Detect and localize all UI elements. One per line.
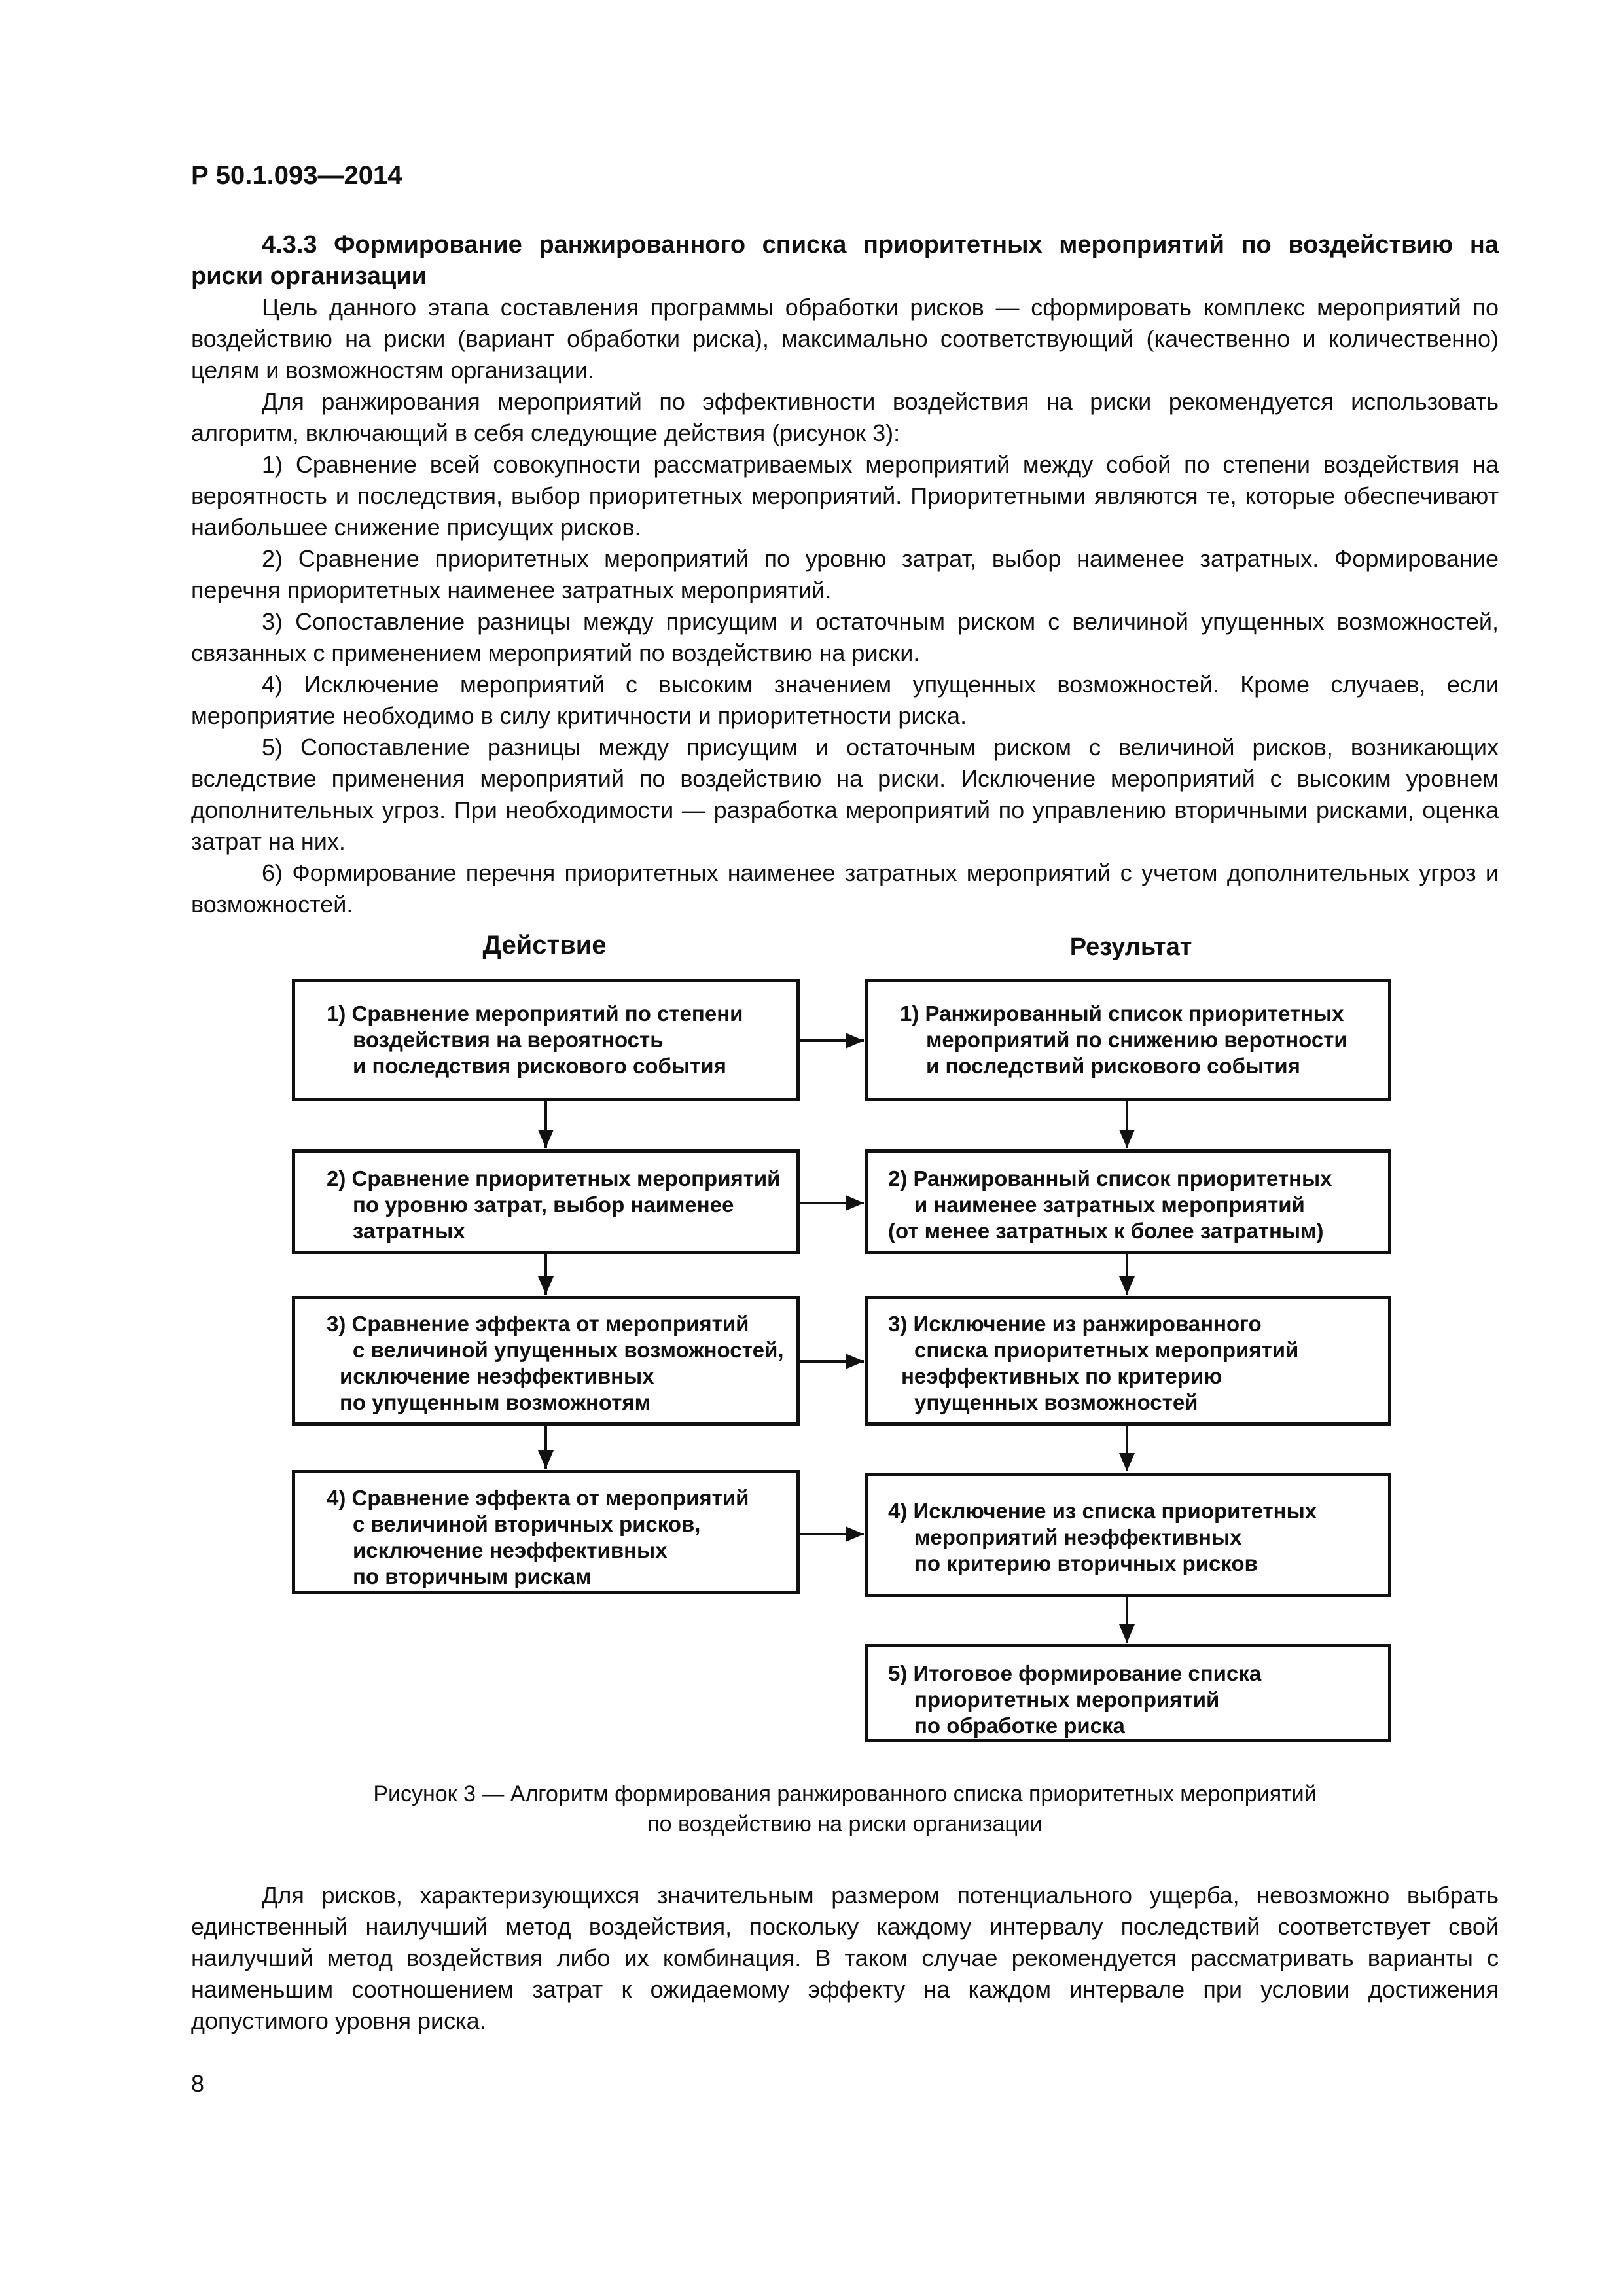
box-text: 2) Сравнение приоритетных мероприятий [327, 1166, 781, 1191]
result-box-5 [865, 1644, 1391, 1742]
box-text: по критерию вторичных рисков [914, 1551, 1258, 1575]
box-text: списка приоритетных мероприятий [914, 1338, 1299, 1362]
section-heading: 4.3.3 Формирование ранжированного списка приоритетных мероприятий по воздействию на риски организации [191, 231, 1499, 290]
box-text: 3) Исключение из ранжированного [888, 1312, 1262, 1336]
paragraph: Для ранжирования мероприятий по эффективности воздействия на риски рекомендуется использовать алгоритм, включающий в себя следующие действия (рисунок 3): [191, 388, 1499, 446]
arrow-head-icon [1119, 1130, 1135, 1148]
closing-section [191, 1880, 1499, 2037]
figure-caption [191, 1779, 1499, 1839]
arrow-head-icon [1119, 1624, 1135, 1643]
box-text: 5) Итоговое формирование списка [888, 1661, 1262, 1685]
list-item: 5) Сопоставление разницы между присущим и остаточным риском с величиной рисков, возникающих вследствие применения мероприятий по воздействию на риски. Исключение мероприятий с высоким уровнем дополнительных угроз. При необходимости — разработка мероприятий по управлению вторичными рисками, оценка затрат на них. [191, 734, 1499, 855]
result-box-4 [865, 1473, 1391, 1597]
arrow-head-icon [1119, 1276, 1135, 1295]
arrow-head-icon [538, 1130, 554, 1148]
page-number: 8 [191, 2070, 205, 2097]
box-text: 3) Сравнение эффекта от мероприятий [327, 1312, 749, 1336]
arrow-head-icon [846, 1526, 864, 1542]
box-text: затратных [353, 1219, 465, 1243]
box-text: 1) Ранжированный список приоритетных [900, 1001, 1344, 1026]
box-text: (от менее затратных к более затратным) [888, 1219, 1324, 1243]
arrow-head-icon [1119, 1453, 1135, 1471]
box-text: и наименее затратных мероприятий [914, 1193, 1305, 1217]
action-box-4 [292, 1470, 800, 1594]
result-box-2 [865, 1149, 1391, 1254]
arrow-head-icon [846, 1195, 864, 1211]
arrow-head-icon [846, 1354, 864, 1369]
list-item: 6) Формирование перечня приоритетных наименее затратных мероприятий с учетом дополнительных угроз и возможностей. [191, 859, 1499, 918]
column-header-action: Действие [482, 931, 607, 960]
result-box-1 [865, 979, 1391, 1101]
box-text: 4) Сравнение эффекта от мероприятий [327, 1486, 749, 1510]
arrow-head-icon [846, 1033, 864, 1049]
box-text: упущенных возможностей [914, 1390, 1198, 1414]
box-text: по упущенным возможнотям [340, 1390, 651, 1414]
box-text: с величиной вторичных рисков, [353, 1512, 701, 1536]
box-text: неэффективных по критерию [901, 1364, 1222, 1388]
box-text: воздействия на вероятность [353, 1028, 664, 1052]
list-item: 4) Исключение мероприятий с высоким значением упущенных возможностей. Кроме случаев, если мероприятие необходимо в силу критичности и приоритетности риска. [191, 671, 1499, 729]
box-text: исключение неэффективных [353, 1538, 668, 1562]
box-text: мероприятий по снижению веротности [926, 1028, 1347, 1052]
box-text: и последствия рискового события [353, 1054, 726, 1078]
column-header-result: Результат [1069, 933, 1192, 961]
action-box-3 [292, 1296, 800, 1426]
list-item: 1) Сравнение всей совокупности рассматриваемых мероприятий между собой по степени воздействия на вероятность и последствия, выбор приоритетных мероприятий. Приоритетными являются те, которые обеспечивают наибольшее снижение присущих рисков. [191, 451, 1499, 541]
box-text: по уровню затрат, выбор наименее [353, 1193, 734, 1217]
paragraph: Цель данного этапа составления программы обработки рисков — сформировать комплекс мероприятий по воздействию на риски (вариант обработки риска), максимально соответствующий (качественно и количественно) целям и возможностям организации. [191, 294, 1499, 384]
box-text: приоритетных мероприятий [914, 1687, 1220, 1712]
box-text: по вторичным рискам [353, 1564, 592, 1588]
action-box-2 [292, 1149, 800, 1254]
result-box-3 [865, 1296, 1391, 1426]
box-text: по обработке риска [914, 1713, 1125, 1738]
arrow-head-icon [538, 1450, 554, 1469]
box-text: с величиной упущенных возможностей, [353, 1338, 784, 1362]
arrow-head-icon [538, 1276, 554, 1295]
box-text: 2) Ранжированный список приоритетных [888, 1166, 1332, 1191]
box-text: исключение неэффективных [340, 1364, 654, 1388]
box-text: и последствий рискового события [926, 1054, 1300, 1078]
list-item: 3) Сопоставление разницы между присущим и остаточным риском с величиной упущенных возможностей, связанных с применением мероприятий по воздействию на риски. [191, 608, 1499, 666]
paragraph: Для рисков, характеризующихся значительным размером потенциального ущерба, невозможно выбрать единственный наилучший метод воздействия, поскольку каждому интервалу последствий соответствует свой наилучший метод воздействия либо их комбинация. В таком случае рекомендуется рассматривать варианты с наименьшим соотношением затрат к ожидаемому эффекту на каждом интервале при условии достижения допустимого уровня риска. [191, 1882, 1499, 2034]
box-text: 4) Исключение из списка приоритетных [888, 1499, 1317, 1523]
list-item: 2) Сравнение приоритетных мероприятий по уровню затрат, выбор наименее затратных. Формирование перечня приоритетных наименее затратных мероприятий. [191, 545, 1499, 603]
caption-line: по воздействию на риски организации [647, 1812, 1043, 1837]
caption-line: Рисунок 3 — Алгоритм формирования ранжированного списка приоритетных мероприятий [373, 1782, 1317, 1806]
action-box-1 [292, 979, 800, 1101]
section-body [191, 229, 1499, 920]
box-text: 1) Сравнение мероприятий по степени [327, 1001, 743, 1026]
box-text: мероприятий неэффективных [914, 1525, 1242, 1549]
document-header: Р 50.1.093—2014 [191, 161, 402, 190]
